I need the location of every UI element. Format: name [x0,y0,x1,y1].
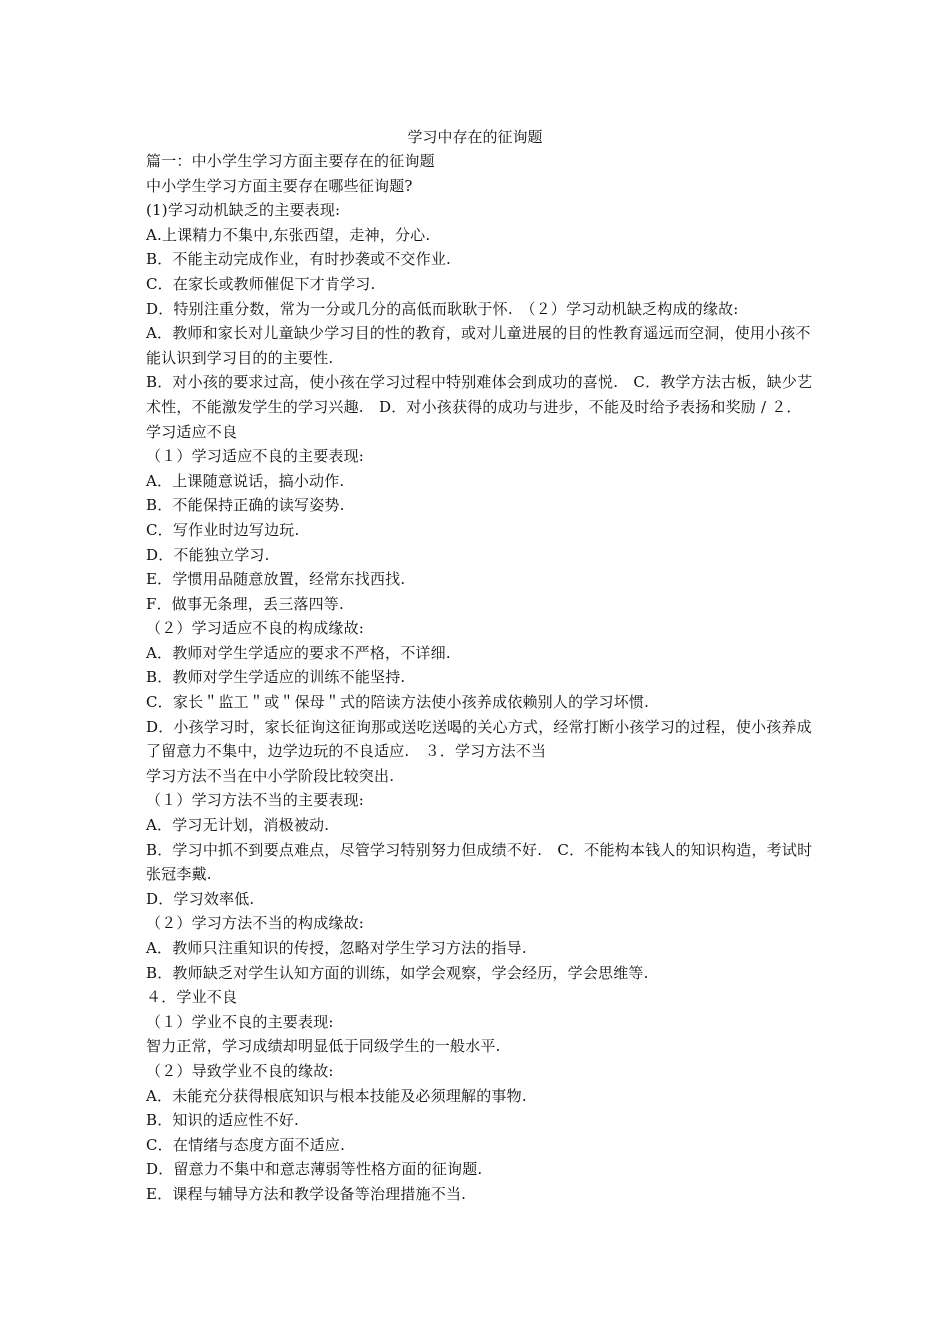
paragraph: C．写作业时边写边玩. [146,520,300,539]
paragraph: B．学习中抓不到要点难点，尽管学习特别努力但成绩不好. C．不能构本钱人的知识构造，考试时张冠李戴. [146,840,813,884]
paragraph: A．教师对学生学适应的要求不严格，不详细. [146,643,451,662]
paragraph: （２）导致学业不良的缘故: [146,1061,334,1080]
document-title: 学习中存在的征询题 [407,128,543,146]
paragraph: D．学习效率低. [146,889,255,908]
paragraph: B．对小孩的要求过高，使小孩在学习过程中特别难体会到成功的喜悦. C．教学方法古板，缺少艺术性，不能激发学生的学习兴趣. D．对小孩获得的成功与进步，不能及时给予表扬和奖励 / ２．学习适应不良 [146,373,813,441]
paragraph: A．教师只注重知识的传授，忽略对学生学习方法的指导. [146,939,527,957]
paragraph: D．留意力不集中和意志薄弱等性格方面的征询题. [146,1160,483,1179]
paragraph: 篇一：中小学生学习方面主要存在的征询题 [146,152,435,170]
paragraph: C．在家长或教师催促下才肯学习. [146,274,376,293]
paragraph: 智力正常，学习成绩却明显低于同级学生的一般水平. [146,1037,501,1056]
document-body [146,149,814,1207]
paragraph: C．在情绪与态度方面不适应. [146,1135,346,1154]
paragraph: （１）学习适应不良的主要表现: [146,447,365,466]
paragraph: B．教师对学生学适应的训练不能坚持. [146,668,406,687]
paragraph: （２）学习方法不当的构成缘故: [146,914,365,933]
paragraph: E．课程与辅导方法和教学设备等治理措施不当. [146,1184,467,1203]
paragraph: D．特别注重分数，常为一分或几分的高低而耿耿于怀. （２）学习动机缺乏构成的缘故: [146,299,739,318]
paragraph: A．学习无计划，消极被动. [146,816,330,835]
paragraph: D．不能独立学习. [146,545,270,564]
paragraph: 学习方法不当在中小学阶段比较突出. [146,766,395,785]
paragraph: （２）学习适应不良的构成缘故: [146,619,365,638]
paragraph: C．家长＂监工＂或＂保母＂式的陪读方法使小孩养成依赖别人的学习坏惯. [146,693,650,712]
paragraph: E．学惯用品随意放置，经常东找西找. [146,570,406,589]
paragraph: B．不能保持正确的读写姿势. [146,496,345,515]
paragraph: （１）学业不良的主要表现: [146,1012,334,1031]
paragraph: B．知识的适应性不好. [146,1111,299,1130]
paragraph: B．教师缺乏对学生认知方面的训练，如学会观察，学会经历，学会思维等. [146,963,649,982]
paragraph: 中小学生学习方面主要存在哪些征询题? [146,176,413,195]
paragraph: A．教师和家长对儿童缺少学习目的性的教育，或对儿童进展的目的性教育遥远而空洞，使用小孩不能认识到学习目的的主要性. [146,324,811,367]
paragraph: A.上课精力不集中,东张西望，走神，分心. [146,225,431,244]
paragraph: ４．学业不良 [146,988,238,1007]
paragraph: （１）学习方法不当的主要表现: [146,791,365,810]
paragraph: A．未能充分获得根底知识与根本技能及必须理解的事物. [146,1086,527,1105]
paragraph: A．上课随意说话，搞小动作. [146,471,345,490]
paragraph: F．做事无条理，丢三落四等. [146,594,344,613]
paragraph: (1)学习动机缺乏的主要表现: [146,201,341,220]
paragraph: B．不能主动完成作业，有时抄袭或不交作业. [146,250,451,269]
paragraph: D．小孩学习时，家长征询这征询那或送吃送喝的关心方式，经常打断小孩学习的过程，使小孩养成了留意力不集中，边学边玩的不良适应. ３．学习方法不当 [146,717,812,761]
